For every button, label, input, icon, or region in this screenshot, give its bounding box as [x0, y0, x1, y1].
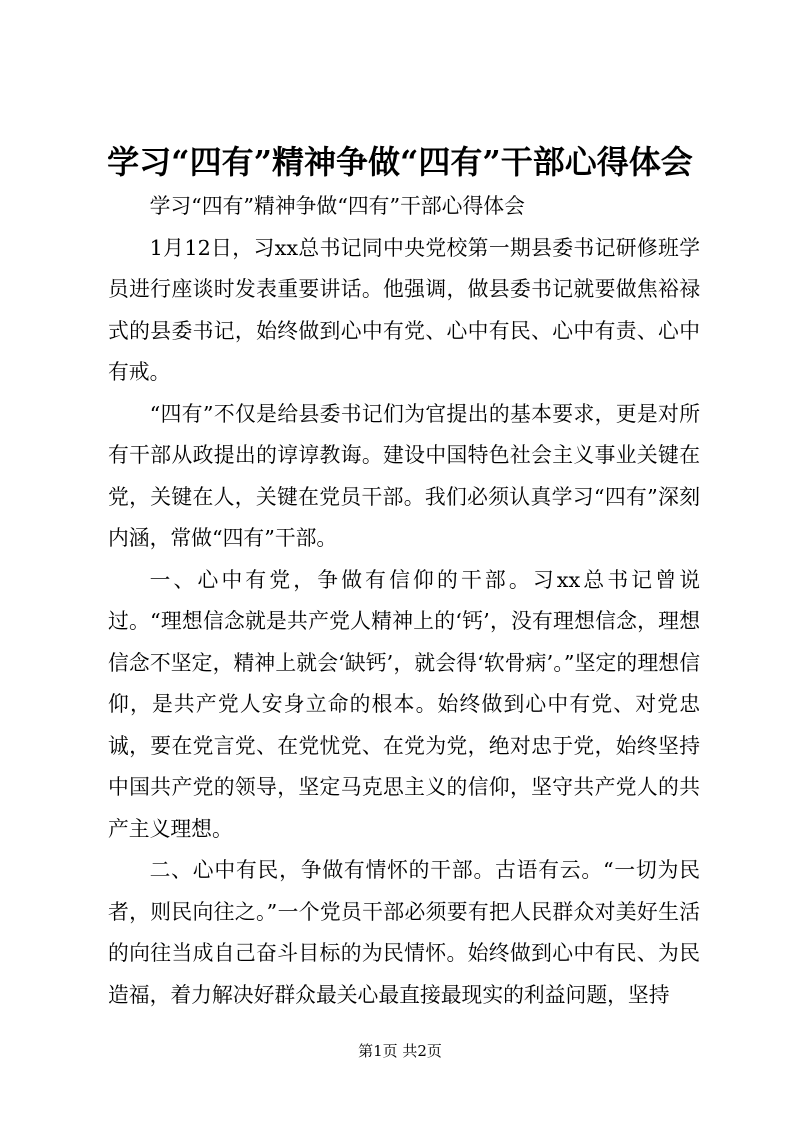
body-paragraph: 1月12日，习xx总书记同中央党校第一期县委书记研修班学员进行座谈时发表重要讲话。他强调，做县委书记就要做焦裕禄式的县委书记，始终做到心中有党、心中有民、心中有责、心中有戒。 — [108, 235, 700, 384]
body-paragraph: 二、心中有民，争做有情怀的干部。古语有云。“一切为民者，则民向往之。”一个党员干部必须要有把人民群众对美好生活的向往当成自己奋斗目标的为民情怀。始终做到心中有民、为民造福，着力解决好群众最关心最直接最现实的利益问题，坚持 — [108, 858, 700, 1007]
document-title: 学习“四有”精神争做“四有”干部心得体会 — [107, 143, 693, 181]
document-body — [108, 186, 700, 1016]
subtitle-paragraph: 学习“四有”精神争做“四有”干部心得体会 — [149, 194, 525, 218]
page-footer: 第1页 共2页 — [358, 1042, 442, 1060]
body-paragraph: 一、心中有党，争做有信仰的干部。习xx总书记曾说过。“理想信念就是共产党人精神上的‘钙’，没有理想信念，理想信念不坚定，精神上就会‘缺钙’，就会得‘软骨病’。”坚定的理想信仰，是共产党人安身立命的根本。始终做到心中有党、对党忠诚，要在党言党、在党忧党、在党为党，绝对忠于党，始终坚持中国共产党的领导，坚定马克思主义的信仰，坚守共产党人的共产主义理想。 — [108, 567, 700, 841]
body-paragraph: “四有”不仅是给县委书记们为官提出的基本要求，更是对所有干部从政提出的谆谆教诲。建设中国特色社会主义事业关键在党，关键在人，关键在党员干部。我们必须认真学习“四有”深刻内涵，常做“四有”干部。 — [108, 401, 700, 550]
